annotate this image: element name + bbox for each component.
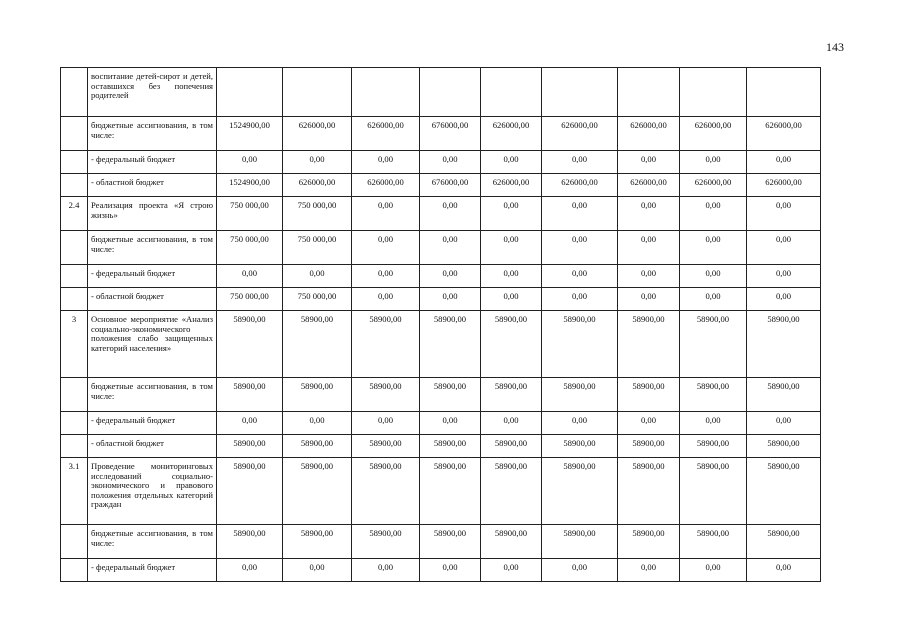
table-row bbox=[61, 435, 821, 458]
value-cell: 626000,00 bbox=[481, 174, 542, 197]
row-name: воспитание детей-сирот и детей, оставшихся без попечения родителей bbox=[88, 68, 217, 117]
value-cell: 0,00 bbox=[352, 559, 420, 582]
value-cell: 0,00 bbox=[618, 559, 680, 582]
value-cell: 58900,00 bbox=[420, 378, 481, 412]
value-cell: 0,00 bbox=[420, 265, 481, 288]
value-cell: 0,00 bbox=[352, 151, 420, 174]
value-cell: 0,00 bbox=[680, 151, 747, 174]
row-number bbox=[61, 151, 88, 174]
table-row bbox=[61, 378, 821, 412]
value-cell: 0,00 bbox=[747, 288, 821, 311]
value-cell: 626000,00 bbox=[747, 174, 821, 197]
value-cell: 0,00 bbox=[618, 412, 680, 435]
value-cell: 0,00 bbox=[420, 151, 481, 174]
value-cell: 626000,00 bbox=[283, 174, 352, 197]
value-cell bbox=[747, 68, 821, 117]
value-cell: 0,00 bbox=[542, 412, 618, 435]
row-name: - федеральный бюджет bbox=[88, 151, 217, 174]
table-row bbox=[61, 311, 821, 378]
value-cell: 0,00 bbox=[481, 197, 542, 231]
row-number bbox=[61, 265, 88, 288]
value-cell: 0,00 bbox=[542, 197, 618, 231]
value-cell: 0,00 bbox=[680, 231, 747, 265]
value-cell: 626000,00 bbox=[618, 117, 680, 151]
value-cell: 0,00 bbox=[481, 559, 542, 582]
row-number bbox=[61, 68, 88, 117]
value-cell: 0,00 bbox=[747, 265, 821, 288]
value-cell: 626000,00 bbox=[481, 117, 542, 151]
value-cell bbox=[217, 68, 283, 117]
value-cell: 0,00 bbox=[618, 288, 680, 311]
value-cell: 58900,00 bbox=[481, 525, 542, 559]
value-cell: 0,00 bbox=[420, 231, 481, 265]
value-cell: 626000,00 bbox=[747, 117, 821, 151]
table-row bbox=[61, 197, 821, 231]
value-cell: 58900,00 bbox=[283, 458, 352, 525]
value-cell: 58900,00 bbox=[680, 525, 747, 559]
row-name: - федеральный бюджет bbox=[88, 265, 217, 288]
value-cell: 58900,00 bbox=[618, 378, 680, 412]
value-cell: 0,00 bbox=[217, 412, 283, 435]
value-cell: 58900,00 bbox=[747, 525, 821, 559]
row-number bbox=[61, 231, 88, 265]
value-cell: 58900,00 bbox=[618, 458, 680, 525]
row-name: Проведение мониторинговых исследований социально-экономического и правового положения отдельных категорий граждан bbox=[88, 458, 217, 525]
value-cell bbox=[680, 68, 747, 117]
value-cell: 0,00 bbox=[680, 197, 747, 231]
value-cell: 58900,00 bbox=[618, 525, 680, 559]
row-name: - областной бюджет bbox=[88, 435, 217, 458]
value-cell: 58900,00 bbox=[542, 458, 618, 525]
row-name: - федеральный бюджет bbox=[88, 559, 217, 582]
value-cell: 0,00 bbox=[283, 151, 352, 174]
value-cell: 58900,00 bbox=[481, 311, 542, 378]
value-cell: 0,00 bbox=[283, 265, 352, 288]
value-cell: 0,00 bbox=[420, 197, 481, 231]
value-cell: 750 000,00 bbox=[283, 288, 352, 311]
value-cell: 0,00 bbox=[217, 151, 283, 174]
value-cell: 626000,00 bbox=[542, 117, 618, 151]
value-cell bbox=[352, 68, 420, 117]
value-cell: 58900,00 bbox=[618, 311, 680, 378]
value-cell: 58900,00 bbox=[542, 435, 618, 458]
value-cell: 58900,00 bbox=[420, 311, 481, 378]
value-cell: 58900,00 bbox=[542, 525, 618, 559]
value-cell: 0,00 bbox=[680, 265, 747, 288]
value-cell: 0,00 bbox=[542, 265, 618, 288]
value-cell: 58900,00 bbox=[420, 458, 481, 525]
page-number: 143 bbox=[826, 40, 844, 54]
row-name: Реализация проекта «Я строю жизнь» bbox=[88, 197, 217, 231]
row-number bbox=[61, 174, 88, 197]
value-cell: 0,00 bbox=[352, 412, 420, 435]
value-cell: 58900,00 bbox=[217, 458, 283, 525]
value-cell: 58900,00 bbox=[747, 378, 821, 412]
table-row bbox=[61, 265, 821, 288]
row-name: бюджетные ассигнования, в том числе: bbox=[88, 117, 217, 151]
value-cell: 58900,00 bbox=[217, 378, 283, 412]
row-number bbox=[61, 525, 88, 559]
value-cell: 58900,00 bbox=[420, 435, 481, 458]
value-cell: 58900,00 bbox=[420, 525, 481, 559]
value-cell: 58900,00 bbox=[352, 525, 420, 559]
value-cell: 58900,00 bbox=[481, 435, 542, 458]
value-cell: 0,00 bbox=[217, 265, 283, 288]
value-cell bbox=[481, 68, 542, 117]
row-name: бюджетные ассигнования, в том числе: bbox=[88, 378, 217, 412]
value-cell: 58900,00 bbox=[542, 311, 618, 378]
value-cell: 0,00 bbox=[481, 231, 542, 265]
value-cell: 0,00 bbox=[283, 412, 352, 435]
value-cell: 58900,00 bbox=[618, 435, 680, 458]
value-cell: 58900,00 bbox=[747, 458, 821, 525]
value-cell: 58900,00 bbox=[352, 311, 420, 378]
value-cell: 0,00 bbox=[747, 231, 821, 265]
value-cell: 0,00 bbox=[420, 412, 481, 435]
value-cell: 58900,00 bbox=[747, 311, 821, 378]
value-cell: 750 000,00 bbox=[217, 197, 283, 231]
value-cell: 58900,00 bbox=[283, 311, 352, 378]
table-row bbox=[61, 288, 821, 311]
value-cell: 0,00 bbox=[420, 559, 481, 582]
table-row bbox=[61, 559, 821, 582]
value-cell: 0,00 bbox=[481, 412, 542, 435]
value-cell: 0,00 bbox=[747, 412, 821, 435]
value-cell: 58900,00 bbox=[747, 435, 821, 458]
value-cell: 0,00 bbox=[680, 412, 747, 435]
value-cell: 626000,00 bbox=[283, 117, 352, 151]
value-cell: 0,00 bbox=[618, 265, 680, 288]
value-cell: 58900,00 bbox=[217, 311, 283, 378]
value-cell: 0,00 bbox=[352, 288, 420, 311]
value-cell: 58900,00 bbox=[680, 311, 747, 378]
value-cell: 58900,00 bbox=[352, 458, 420, 525]
value-cell bbox=[542, 68, 618, 117]
value-cell: 0,00 bbox=[481, 265, 542, 288]
value-cell: 58900,00 bbox=[481, 458, 542, 525]
value-cell: 0,00 bbox=[747, 151, 821, 174]
table-row bbox=[61, 68, 821, 117]
value-cell: 750 000,00 bbox=[283, 197, 352, 231]
table-row bbox=[61, 151, 821, 174]
row-number bbox=[61, 412, 88, 435]
value-cell: 0,00 bbox=[747, 197, 821, 231]
value-cell: 58900,00 bbox=[352, 435, 420, 458]
row-number bbox=[61, 288, 88, 311]
value-cell: 750 000,00 bbox=[283, 231, 352, 265]
value-cell bbox=[618, 68, 680, 117]
value-cell: 0,00 bbox=[618, 197, 680, 231]
value-cell: 0,00 bbox=[680, 559, 747, 582]
value-cell: 626000,00 bbox=[618, 174, 680, 197]
value-cell: 58900,00 bbox=[542, 378, 618, 412]
value-cell: 0,00 bbox=[618, 151, 680, 174]
value-cell: 0,00 bbox=[352, 197, 420, 231]
row-number bbox=[61, 378, 88, 412]
value-cell: 0,00 bbox=[481, 151, 542, 174]
row-name: - областной бюджет bbox=[88, 174, 217, 197]
table-row bbox=[61, 117, 821, 151]
row-number bbox=[61, 117, 88, 151]
value-cell: 1524900,00 bbox=[217, 117, 283, 151]
value-cell: 750 000,00 bbox=[217, 288, 283, 311]
value-cell: 626000,00 bbox=[680, 117, 747, 151]
value-cell: 58900,00 bbox=[217, 435, 283, 458]
row-number bbox=[61, 559, 88, 582]
row-name: Основное мероприятие «Анализ социально-экономического положения слабо защищенных категорий населения» bbox=[88, 311, 217, 378]
row-name: бюджетные ассигнования, в том числе: bbox=[88, 525, 217, 559]
value-cell: 626000,00 bbox=[352, 174, 420, 197]
table-row bbox=[61, 525, 821, 559]
value-cell: 0,00 bbox=[542, 559, 618, 582]
value-cell: 58900,00 bbox=[283, 435, 352, 458]
value-cell: 58900,00 bbox=[481, 378, 542, 412]
value-cell: 0,00 bbox=[481, 288, 542, 311]
value-cell: 0,00 bbox=[747, 559, 821, 582]
value-cell: 0,00 bbox=[542, 231, 618, 265]
value-cell bbox=[420, 68, 481, 117]
value-cell: 58900,00 bbox=[217, 525, 283, 559]
row-name: - областной бюджет bbox=[88, 288, 217, 311]
value-cell: 0,00 bbox=[618, 231, 680, 265]
value-cell bbox=[283, 68, 352, 117]
value-cell: 58900,00 bbox=[680, 435, 747, 458]
row-name: бюджетные ассигнования, в том числе: bbox=[88, 231, 217, 265]
row-number: 3 bbox=[61, 311, 88, 378]
table-row bbox=[61, 458, 821, 525]
value-cell: 0,00 bbox=[420, 288, 481, 311]
value-cell: 58900,00 bbox=[680, 378, 747, 412]
row-name: - федеральный бюджет bbox=[88, 412, 217, 435]
value-cell: 676000,00 bbox=[420, 174, 481, 197]
value-cell: 0,00 bbox=[542, 288, 618, 311]
value-cell: 0,00 bbox=[283, 559, 352, 582]
value-cell: 58900,00 bbox=[283, 525, 352, 559]
budget-table bbox=[60, 67, 821, 582]
row-number bbox=[61, 435, 88, 458]
value-cell: 626000,00 bbox=[680, 174, 747, 197]
value-cell: 0,00 bbox=[352, 231, 420, 265]
value-cell: 0,00 bbox=[352, 265, 420, 288]
value-cell: 0,00 bbox=[217, 559, 283, 582]
row-number: 3.1 bbox=[61, 458, 88, 525]
value-cell: 0,00 bbox=[680, 288, 747, 311]
value-cell: 58900,00 bbox=[352, 378, 420, 412]
value-cell: 58900,00 bbox=[283, 378, 352, 412]
value-cell: 750 000,00 bbox=[217, 231, 283, 265]
value-cell: 676000,00 bbox=[420, 117, 481, 151]
value-cell: 626000,00 bbox=[542, 174, 618, 197]
table-row bbox=[61, 412, 821, 435]
value-cell: 58900,00 bbox=[680, 458, 747, 525]
value-cell: 0,00 bbox=[542, 151, 618, 174]
table-row bbox=[61, 231, 821, 265]
value-cell: 1524900,00 bbox=[217, 174, 283, 197]
value-cell: 626000,00 bbox=[352, 117, 420, 151]
table-row bbox=[61, 174, 821, 197]
row-number: 2.4 bbox=[61, 197, 88, 231]
